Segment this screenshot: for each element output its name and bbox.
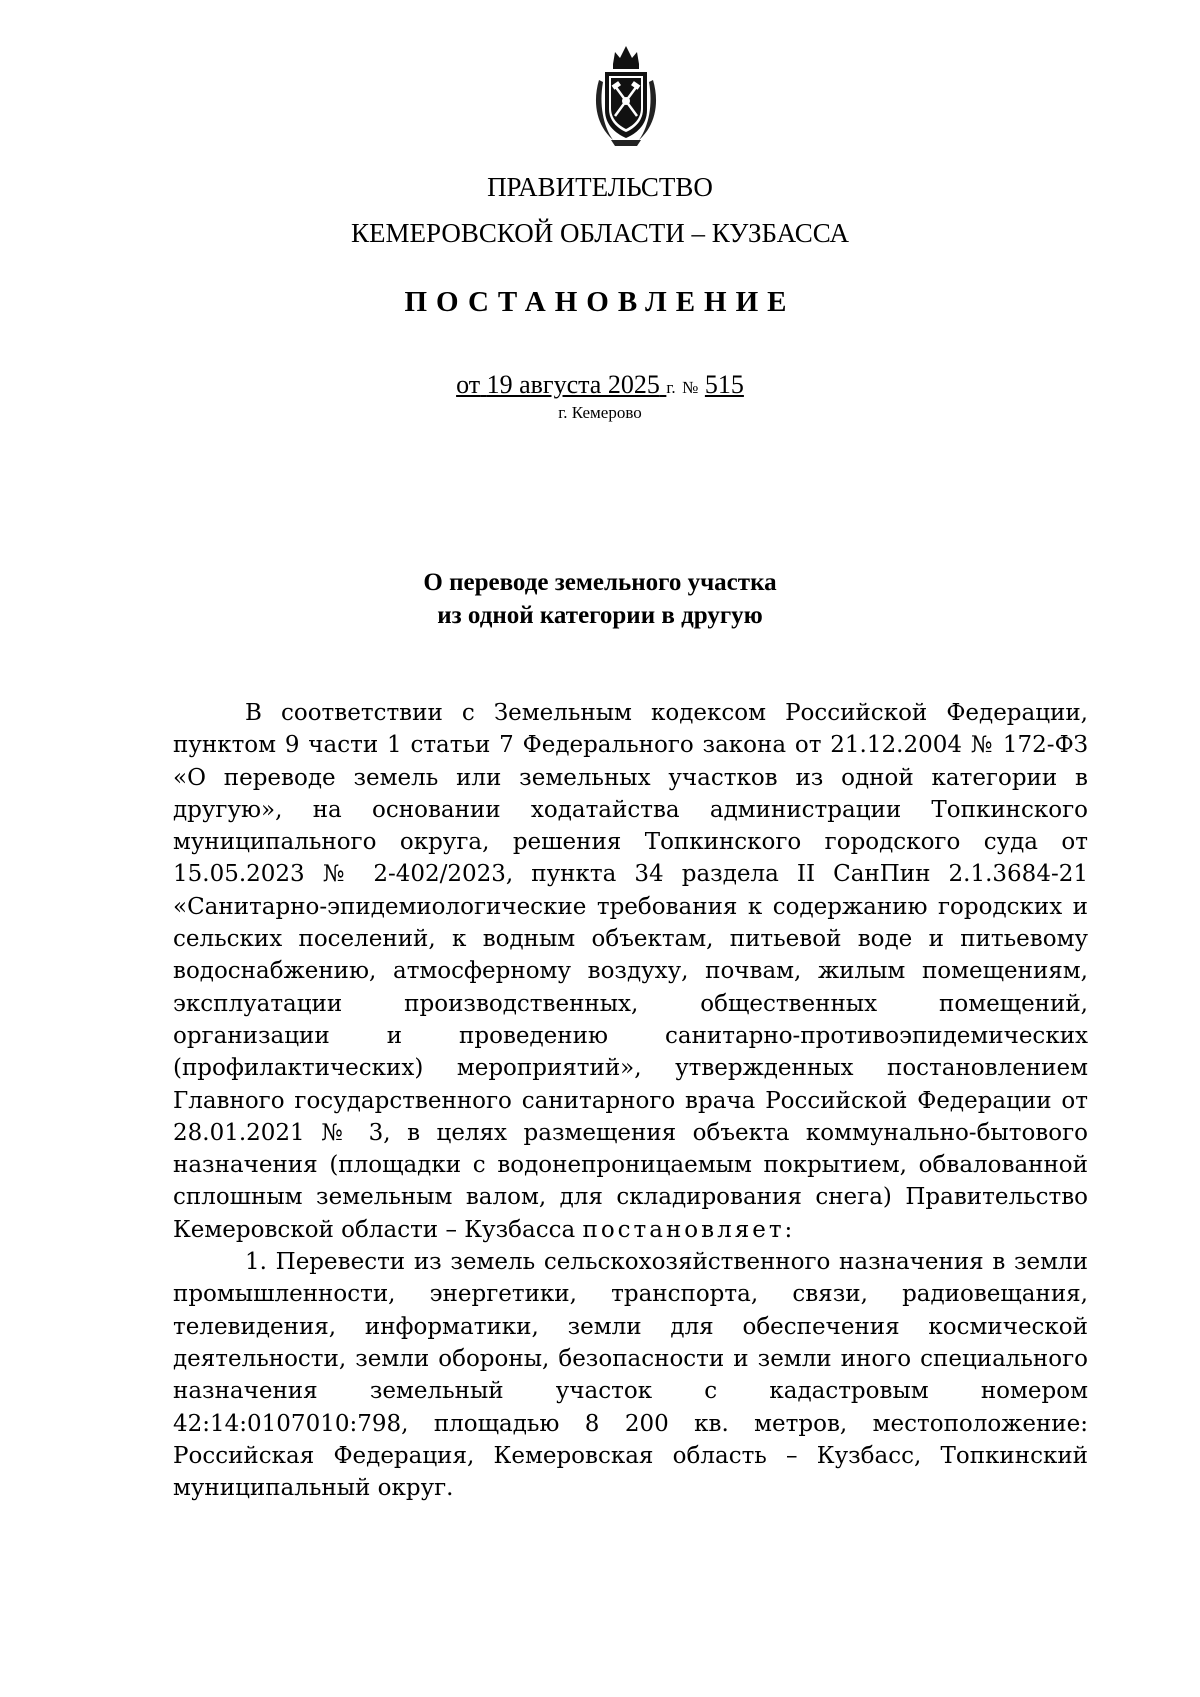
document-body: [173, 697, 1088, 1504]
government-name-line1: ПРАВИТЕЛЬСТВО: [487, 172, 713, 202]
preamble-paragraph: [173, 697, 1088, 1246]
date-prefix: от: [456, 370, 481, 399]
document-title: [0, 566, 1200, 632]
preamble-text: В соответствии с Земельным кодексом Российской Федерации, пунктом 9 части 1 статьи 7 Федерального закона от 21.12.2004 № 172-ФЗ «О переводе земель или земельных участков из одной категории в другую», на основании ходатайства администрации Топкинского муниципального округа, решения Топкинского городского суда от 15.05.2023 № 2-402/2023, пункта 34 раздела II СанПин 2.1.3684-21 «Санитарно-эпидемиологические требования к содержанию городских и сельских поселений, к водным объектам, питьевой воде и питьевому водоснабжению, атмосферному воздуху, почвам, жилым помещениям, эксплуатации производственных, общественных помещений, организации и проведению санитарно-противоэпидемических (профилактических) мероприятий», утвержденных постановлением Главного государственного санитарного врача Российской Федерации от 28.01.2021 № 3, в целях размещения объекта коммунально-бытового назначения (площадки с водонепроницаемым покрытием, обвалованной сплошным земельным валом, для складирования снега) Правительство Кемеровской области – Кузбасса: [173, 700, 1088, 1243]
year-suffix: г.: [666, 378, 676, 397]
title-line1: О переводе земельного участка: [423, 569, 777, 596]
government-name-line2: КЕМЕРОВСКОЙ ОБЛАСТИ – КУЗБАССА: [351, 218, 849, 248]
number-sign: №: [682, 378, 699, 397]
document-number: 515: [704, 370, 744, 399]
title-line2: из одной категории в другую: [437, 602, 763, 629]
item-1-paragraph: 1. Перевести из земель сельскохозяйственного назначения в земли промышленности, энергетики, транспорта, связи, радиовещания, телевидения, информатики, земли для обеспечения космической деятельности, земли обороны, безопасности и земли иного специального назначения земельный участок с кадастровым номером 42:14:0107010:798, площадью 8 200 кв. метров, местоположение: Российская Федерация, Кемеровская область – Кузбасс, Топкинский муниципальный округ.: [173, 1249, 1088, 1502]
document-city: г. Кемерово: [558, 403, 642, 422]
date-line: [0, 370, 1200, 400]
document-type: ПОСТАНОВЛЕНИЕ: [404, 286, 796, 318]
document-date: 19 августа 2025: [486, 370, 660, 399]
kuzbass-coat-of-arms-icon: [591, 40, 661, 148]
resolves-word: постановляет:: [582, 1216, 796, 1243]
